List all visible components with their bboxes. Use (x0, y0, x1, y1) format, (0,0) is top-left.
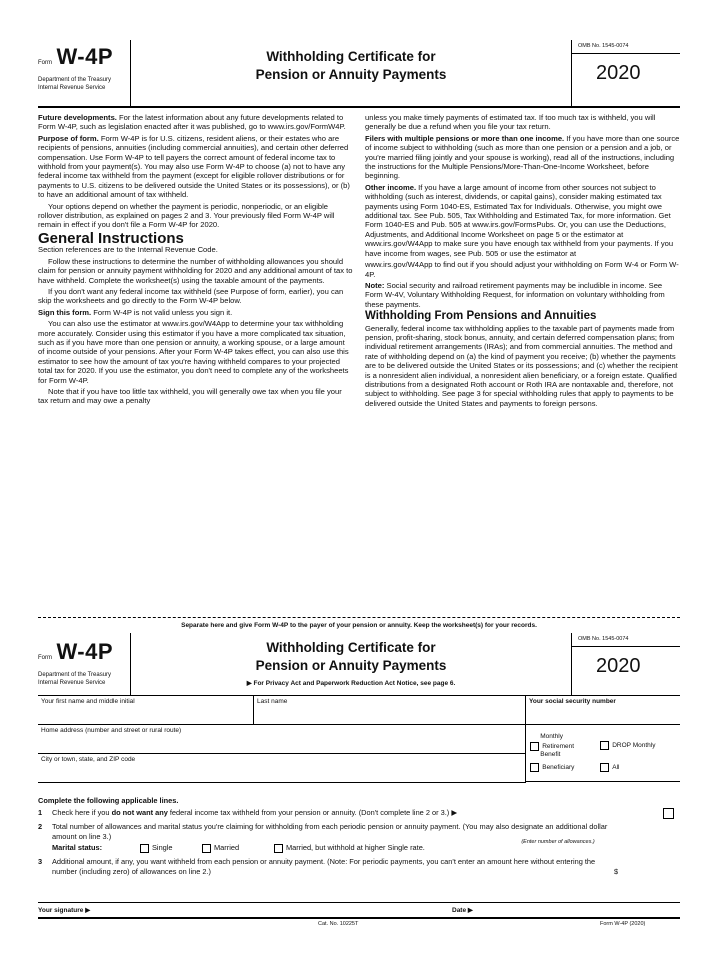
all-checkbox[interactable] (600, 763, 609, 772)
retirement-label: Retirement (542, 742, 575, 750)
address-block (38, 725, 680, 783)
beneficiary-option[interactable] (530, 763, 600, 773)
form2-department (38, 671, 130, 687)
form2-title-block (131, 633, 571, 695)
instructions-columns (38, 113, 680, 410)
form2-omb-number: OMB No. 1545-0074 (572, 636, 680, 647)
form2-title-line-1: Withholding Certificate for (266, 640, 436, 655)
omb-block (571, 40, 680, 106)
drop-monthly-option[interactable] (600, 733, 655, 760)
form2-id-block (38, 633, 131, 695)
form2-word: Form (38, 655, 52, 661)
separator-line: Separate here and give Form W-4P to the payer of your pension or annuity. Keep the worksheet(s) for your records. (38, 617, 680, 629)
other-income-url: www.irs.gov/W4App to find out if you should adjust your withholding on Form W-4 or Form W-4P. (365, 260, 679, 279)
left-column (38, 113, 353, 410)
multiple-pensions: Filers with multiple pensions or more than one income. If you have more than one source of income subject to withholding (such as more than one pension or a pension and a job, or you're married filing jointly and your spouse is working), read all of the instructions, including the instructions for the Multiple Pensions/More-Than-One-Income Worksheet, before beginning. (365, 133, 680, 181)
sign-this-form: Sign this form. Form W-4P is not valid unless you sign it. (38, 307, 233, 317)
married-higher-checkbox[interactable] (274, 844, 283, 853)
signature-row (38, 902, 680, 919)
social-security-note: Note: Social security and railroad retirement payments may be includible in income. See Form W-4V, Voluntary Withholding Request, for information on voluntary withholding from these payments. (365, 280, 665, 309)
withholding-heading: Withholding From Pensions and Annuities (365, 310, 597, 323)
cat-number: Cat. No. 10225T (318, 921, 359, 927)
name-row (38, 696, 680, 725)
other-income: Other income. If you have a large amount of income from other sources not subject to withholding (such as interest, dividends, or capital gains), consider making estimated tax payments using Form 1040-ES, Estimated Tax for Individuals. Otherwise, you might owe additional tax. See Pub. 505, Tax Withholding and Estimated Tax, for more information. Get Form 1040-ES and Pub. 505 at www.irs.gov/FormsPubs. Or, you can use the Deductions, Adjustments, and Additional Income Worksheet on page 5 or the estimator at www.irs.gov/W4App to make sure you have enough tax withheld from your payments. If you have income from wages, see Pub. 505 or use the estimator at (365, 182, 674, 258)
no-withholding-paragraph: If you don't want any federal income tax withheld (see Purpose of form, earlier), you can skip the worksheets and go directly to the Form W-4P below. (38, 286, 344, 306)
form2-number: W-4P (56, 639, 114, 664)
withholding-paragraph: Generally, federal income tax withholding applies to the taxable part of payments made from pension, profit-sharing, stock bonus, annuity, and certain deferred compensation plans; from individual retirement arrangements (IRAs); and from commercial annuities. The method and rate of withholding depend on (a) the kind of payment you receive; (b) whether the payments are to be delivered outside the United States or its possessions; and (c) whether the recipient is a nonresident alien individual, a nonresident alien beneficiary, or a foreign estate. Qualified distributions from a designated Roth account or Roth IRA are nontaxable and, therefore, not subject to withholding. See page 3 for special withholding rules that apply to payments to be delivered outside the United States and payments to foreign persons. (365, 323, 678, 408)
signature-field[interactable]: Your signature ▶ (38, 907, 91, 914)
form2-omb-block (571, 633, 680, 695)
line-3: 3 Additional amount, if any, you want withheld from each pension or annuity payment. (Note: For periodic payments, you can't enter an amount here without entering the number (including zero) of allowances on line 2.) $ (38, 857, 619, 876)
line-2: 2 Total number of allowances and marital status you're claiming for withholding from each periodic pension or annuity payment. (You may also designate an additional dollar amount on line 3.) (38, 822, 680, 842)
all-option[interactable] (600, 763, 619, 773)
beneficiary-label: Beneficiary (542, 763, 575, 771)
future-developments: Future developments. For the latest information about any future developments related to Form W-4P, such as legislation enacted after it was published, go to www.irs.gov/FormW4P. (38, 113, 346, 132)
marital-status-row (38, 839, 680, 853)
section-references: Section references are to the Internal Revenue Code. (38, 245, 218, 255)
home-address-field[interactable]: Home address (number and street or rural route) (41, 727, 182, 734)
first-name-field[interactable]: Your first name and middle initial (38, 696, 254, 724)
form-number: W-4P (56, 44, 114, 69)
single-checkbox[interactable] (140, 844, 149, 853)
married-higher-option[interactable]: Married, but withhold at higher Single rate. (274, 843, 514, 853)
monthly-retirement-option[interactable] (530, 733, 600, 760)
ssn-field[interactable]: Your social security number (529, 698, 616, 705)
dollar-sign: $ (614, 867, 619, 876)
footer-form-id: Form W-4P (2020) (600, 921, 646, 927)
form2-header (38, 633, 680, 696)
married-checkbox[interactable] (202, 844, 211, 853)
all-label: All (612, 763, 620, 771)
beneficiary-checkbox[interactable] (530, 763, 539, 772)
identity-fields (38, 696, 680, 783)
city-field[interactable]: City or town, state, and ZIP code (41, 756, 136, 763)
drop-monthly-checkbox[interactable] (600, 741, 609, 750)
last-name-field[interactable]: Last name (254, 696, 526, 724)
purpose-of-form: Purpose of form. Form W-4P is for U.S. citizens, resident aliens, or their estates who are recipients of pensions, annuities (including commercial annuities), and certain other deferred compensation. Use Form W-4P to tell payers the correct amount of federal income tax to withhold from your payment(s). You may also use Form W-4P to choose (a) not to have any federal income tax withheld from the payment (except for eligible rollover distributions or for payments to U.S. citizens to be delivered outside the United States or its possessions), or (b) to have an additional amount of tax withheld. (38, 133, 350, 200)
form-word: Form (38, 60, 52, 66)
tax-year: 2020 (596, 62, 641, 84)
form2-dept-line-2: Internal Revenue Service (38, 680, 106, 686)
date-field[interactable]: Date ▶ (452, 907, 473, 914)
line-1: 1 Check here if you do not want any federal income tax withheld from your pension or annuity. (Don't complete line 2 or 3.) ▶ (38, 808, 680, 819)
general-instructions-heading: General Instructions (38, 229, 184, 247)
continued-paragraph: unless you make timely payments of estimated tax. If too much tax is withheld, you will generally be due a refund when you file your tax return. (365, 113, 656, 132)
follow-instructions: Follow these instructions to determine the number of withholding allowances you should claim for pension or annuity payment withholding for 2020 and any additional amount of tax to have withheld. Complete the worksheet(s) using the taxable amount of the payments. (38, 256, 353, 285)
benefit-label: Benefit (540, 751, 561, 759)
no-withholding-checkbox[interactable] (663, 808, 674, 819)
line-2-text: Total number of allowances and marital status you're claiming for withholding from each periodic pension or annuity payment. (You may also designate an additional dollar amount on line 3.) (52, 822, 608, 841)
payment-type-options (526, 725, 680, 782)
monthly-retirement-checkbox[interactable] (530, 742, 539, 751)
privacy-notice: ▶ For Privacy Act and Paperwork Reduction Act Notice, see page 6. (246, 680, 456, 687)
married-option[interactable]: Married (202, 843, 274, 853)
complete-lines-heading: Complete the following applicable lines. (38, 796, 179, 805)
dept-line-2: Internal Revenue Service (38, 85, 106, 91)
form-footer (38, 921, 680, 927)
line-1-text: Check here if you do not want any federal income tax withheld from your pension or annuity. (Don't complete line 2 or 3.) ▶ (52, 808, 458, 817)
title-line-2: Pension or Annuity Payments (255, 67, 447, 82)
form2-tax-year: 2020 (596, 655, 641, 677)
title-block (131, 40, 571, 106)
omb-number: OMB No. 1545-0074 (572, 43, 680, 54)
department (38, 76, 130, 92)
estimator-paragraph: You can also use the estimator at www.irs.gov/W4App to determine your tax withholding more accurately. Consider using this estimator if you have a more complicated tax situation, such as if you have more than one pension or annuity, a working spouse, or a large amount of income outside of your pensions. After your Form W-4P takes effect, you can also use this estimator to see how the amount of tax you're having withheld compares to your projected total tax for 2020. If you use the estimator, you don't need to complete any of the worksheets for Form W-4P. (38, 319, 349, 385)
form2-dept-line-1: Department of the Treasury (38, 672, 112, 678)
form-id-block (38, 40, 131, 106)
applicable-lines (38, 796, 680, 877)
single-option[interactable]: Single (140, 843, 202, 853)
options-paragraph: Your options depend on whether the payment is periodic, nonperiodic, or an eligible rollover distribution, as explained on pages 2 and 3. Your previously filed Form W-4P will remain in effect if you don't file a Form W-4P for 2020. (38, 201, 335, 230)
dept-line-1: Department of the Treasury (38, 77, 112, 83)
address-row (38, 725, 525, 754)
right-column (365, 113, 680, 410)
title-line-1: Withholding Certificate for (266, 49, 436, 64)
form-page (38, 40, 680, 410)
too-little-tax-paragraph: Note that if you have too little tax withheld, you will generally owe tax when you file your tax return and may owe a penalty (38, 386, 342, 406)
monthly-label: Monthly (540, 733, 563, 740)
line-3-text: Additional amount, if any, you want withheld from each pension or annuity payment. (Note: For periodic payments, you can't enter an amount here without entering the number (including zero) of allowances on line 2.) (52, 857, 596, 876)
form-header (38, 40, 680, 108)
drop-label: DROP Monthly (612, 742, 656, 750)
address-column (38, 725, 526, 783)
city-row (38, 754, 525, 783)
allowances-note: (Enter number of allowances.) (521, 839, 595, 845)
marital-status-label: Marital status: (52, 843, 103, 852)
form2-title-line-2: Pension or Annuity Payments (255, 658, 447, 673)
